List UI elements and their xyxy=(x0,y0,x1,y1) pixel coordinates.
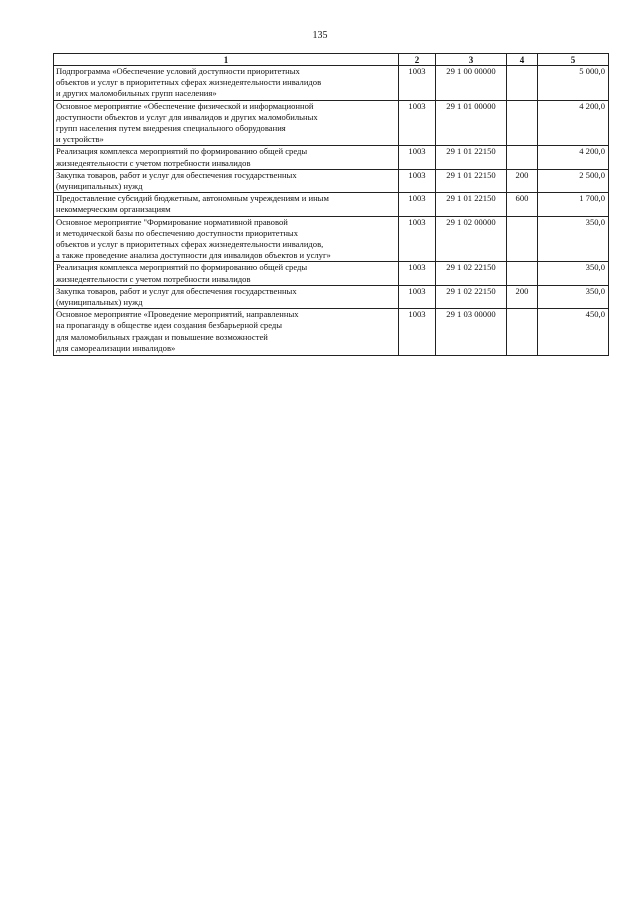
target-code-cell: 29 1 01 00000 xyxy=(436,100,507,146)
amount-cell: 350,0 xyxy=(538,216,609,262)
table-row xyxy=(54,146,609,169)
section-cell: 1003 xyxy=(399,66,436,101)
row-name-cell xyxy=(54,169,399,192)
section-cell: 1003 xyxy=(399,262,436,285)
name-line: Основное мероприятие "Формирование нормативной правовой xyxy=(56,216,288,227)
row-name-cell xyxy=(54,285,399,308)
target-code-cell: 29 1 02 00000 xyxy=(436,216,507,262)
target-code-cell: 29 1 02 22150 xyxy=(436,285,507,308)
name-line: некоммерческим организациям xyxy=(56,204,171,215)
name-line: доступности объектов и услуг для инвалидов и других маломобильных xyxy=(56,111,318,122)
expense-type-cell: 600 xyxy=(507,193,538,216)
row-name-cell xyxy=(54,216,399,262)
column-header-1: 1 xyxy=(54,54,399,66)
expense-type-cell xyxy=(507,146,538,169)
section-cell: 1003 xyxy=(399,100,436,146)
amount-cell: 1 700,0 xyxy=(538,193,609,216)
row-name-cell xyxy=(54,146,399,169)
name-line: на пропаганду в обществе идеи создания безбарьерной среды xyxy=(56,320,283,331)
column-header-3: 3 xyxy=(436,54,507,66)
expense-type-cell xyxy=(507,216,538,262)
name-line: Предоставление субсидий бюджетным, автономным учреждениям и иным xyxy=(56,193,329,204)
column-header-4: 4 xyxy=(507,54,538,66)
table-row xyxy=(54,193,609,216)
expense-type-cell: 200 xyxy=(507,169,538,192)
expense-type-cell xyxy=(507,309,538,356)
section-cell: 1003 xyxy=(399,193,436,216)
section-cell: 1003 xyxy=(399,216,436,262)
section-cell: 1003 xyxy=(399,309,436,356)
name-line: Реализация комплекса мероприятий по формированию общей среды xyxy=(56,262,308,273)
amount-cell: 4 200,0 xyxy=(538,146,609,169)
table-row xyxy=(54,309,609,356)
name-line: и других маломобильных групп населения» xyxy=(56,88,217,99)
table-row xyxy=(54,100,609,146)
name-line: Основное мероприятие «Обеспечение физической и информационной xyxy=(56,100,314,111)
column-header-2: 2 xyxy=(399,54,436,66)
column-header-5: 5 xyxy=(538,54,609,66)
amount-cell: 450,0 xyxy=(538,309,609,356)
target-code-cell: 29 1 01 22150 xyxy=(436,169,507,192)
row-name-cell xyxy=(54,193,399,216)
row-name-cell xyxy=(54,66,399,101)
name-line: жизнедеятельности с учетом потребности инвалидов xyxy=(56,273,251,284)
target-code-cell: 29 1 01 22150 xyxy=(436,193,507,216)
name-line: Подпрограмма «Обеспечение условий доступности приоритетных xyxy=(56,66,300,76)
expense-type-cell xyxy=(507,66,538,101)
amount-cell: 4 200,0 xyxy=(538,100,609,146)
row-name-cell xyxy=(54,100,399,146)
page-number: 135 xyxy=(312,30,328,41)
name-line: объектов и услуг в приоритетных сферах жизнедеятельности инвалидов xyxy=(56,77,322,88)
name-line: (муниципальных) нужд xyxy=(56,297,143,308)
budget-table xyxy=(53,53,609,356)
header-row xyxy=(54,54,609,66)
table-row xyxy=(54,66,609,101)
name-line: Основное мероприятие «Проведение мероприятий, направленных xyxy=(56,309,299,320)
section-cell: 1003 xyxy=(399,169,436,192)
name-line: жизнедеятельности с учетом потребности инвалидов xyxy=(56,157,251,168)
name-line: групп населения путем внедрения специального оборудования xyxy=(56,123,286,134)
expense-type-cell xyxy=(507,262,538,285)
name-line: Закупка товаров, работ и услуг для обеспечения государственных xyxy=(56,285,297,296)
name-line: объектов и услуг в приоритетных сферах жизнедеятельности инвалидов, xyxy=(56,239,324,250)
name-line: Закупка товаров, работ и услуг для обеспечения государственных xyxy=(56,169,297,180)
table-row xyxy=(54,262,609,285)
amount-cell: 2 500,0 xyxy=(538,169,609,192)
target-code-cell: 29 1 00 00000 xyxy=(436,66,507,101)
name-line: для маломобильных граждан и повышение возможностей xyxy=(56,331,268,342)
name-line: для самореализации инвалидов» xyxy=(56,342,176,353)
amount-cell: 5 000,0 xyxy=(538,66,609,101)
amount-cell: 350,0 xyxy=(538,285,609,308)
table-header xyxy=(54,54,609,66)
table-body xyxy=(54,66,609,356)
expense-type-cell xyxy=(507,100,538,146)
table-row xyxy=(54,169,609,192)
name-line: (муниципальных) нужд xyxy=(56,181,143,192)
target-code-cell: 29 1 03 00000 xyxy=(436,309,507,356)
name-line: Реализация комплекса мероприятий по формированию общей среды xyxy=(56,146,308,157)
table-row xyxy=(54,285,609,308)
section-cell: 1003 xyxy=(399,285,436,308)
name-line: и устройств» xyxy=(56,134,104,145)
expense-type-cell: 200 xyxy=(507,285,538,308)
target-code-cell: 29 1 01 22150 xyxy=(436,146,507,169)
name-line: и методической базы по обеспечению доступности приоритетных xyxy=(56,227,299,238)
row-name-cell xyxy=(54,309,399,356)
name-line: а также проведение анализа доступности для инвалидов объектов и услуг» xyxy=(56,250,331,261)
table-row xyxy=(54,216,609,262)
amount-cell: 350,0 xyxy=(538,262,609,285)
target-code-cell: 29 1 02 22150 xyxy=(436,262,507,285)
row-name-cell xyxy=(54,262,399,285)
section-cell: 1003 xyxy=(399,146,436,169)
